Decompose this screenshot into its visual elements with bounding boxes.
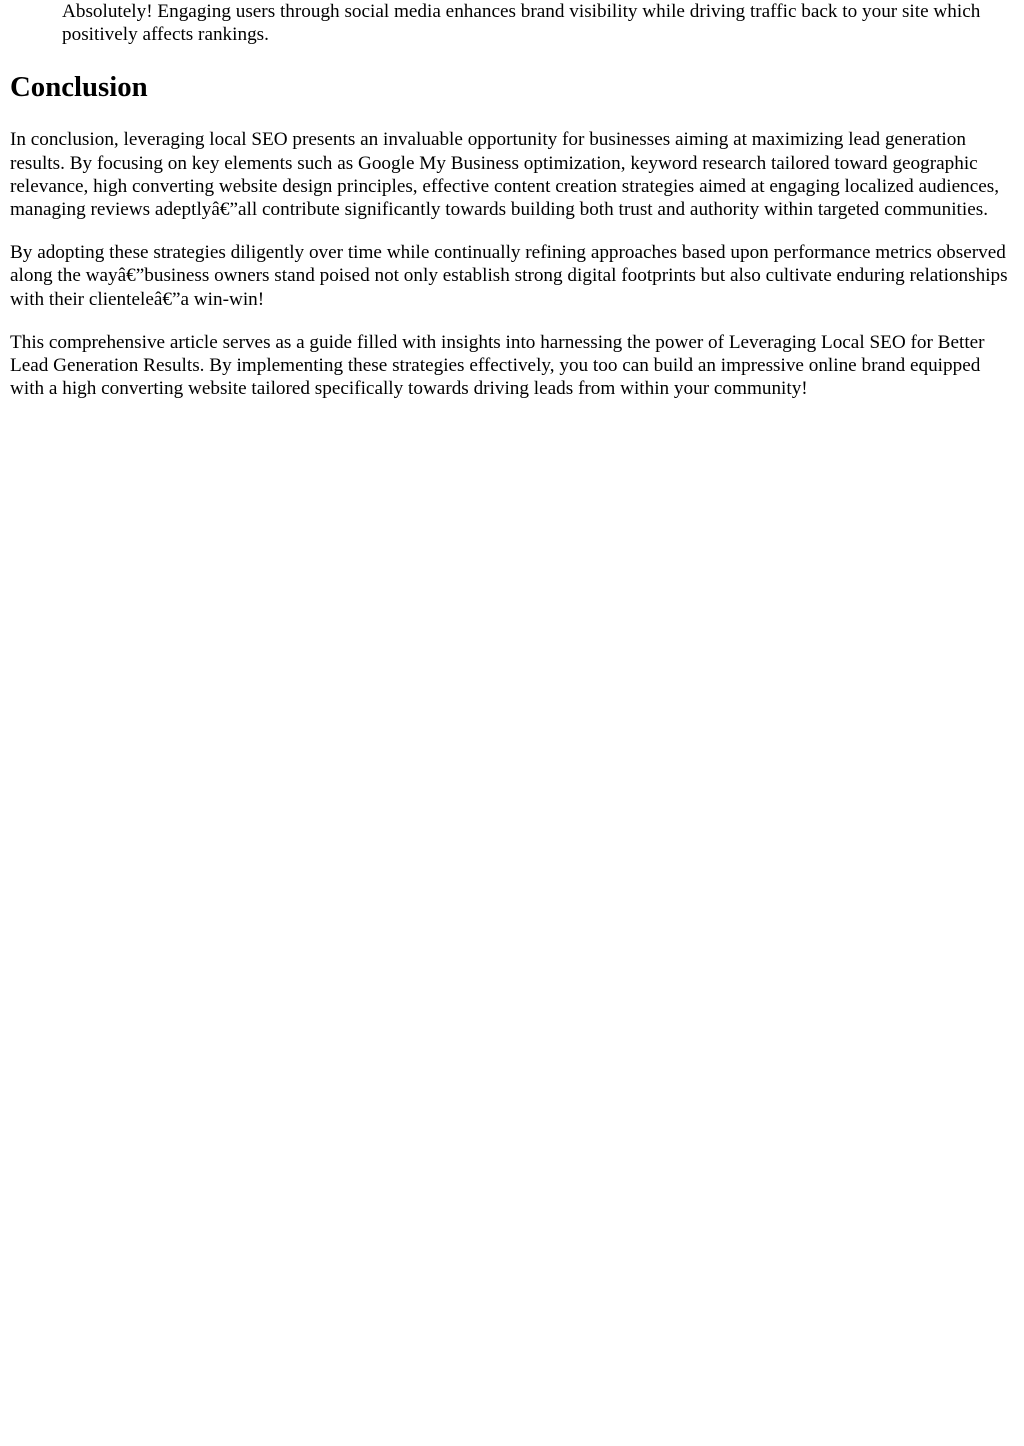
- conclusion-paragraph-2: By adopting these strategies diligently over time while continually refining approaches based upon performance metrics observed along the wayâ€”business owners stand poised not only establish strong digital footprints but also cultivate enduring relationships with their clienteleâ€”a win-win!: [10, 242, 1008, 310]
- conclusion-paragraph-3: This comprehensive article serves as a guide filled with insights into harnessing the power of Leveraging Local SEO for Better Lead Generation Results. By implementing these strategies effectively, you too can build an impressive online brand equipped with a high converting website tailored specifically towards driving leads from within your community!: [10, 331, 985, 400]
- conclusion-heading: Conclusion: [10, 71, 148, 104]
- conclusion-paragraph-1: In conclusion, leveraging local SEO presents an invaluable opportunity for businesses aiming at maximizing lead generation results. By focusing on key elements such as Google My Business optimization, keyword research tailored toward geographic relevance, high converting website design principles, effective content creation strategies aimed at engaging localized audiences, managing reviews adeptlyâ€”all contribute significantly towards building both trust and authority within targeted communities.: [10, 129, 999, 221]
- article-page: [0, 0, 1024, 400]
- faq-answer: Absolutely! Engaging users through social media enhances brand visibility while driving traffic back to your site which positively affects rankings.: [62, 1, 981, 46]
